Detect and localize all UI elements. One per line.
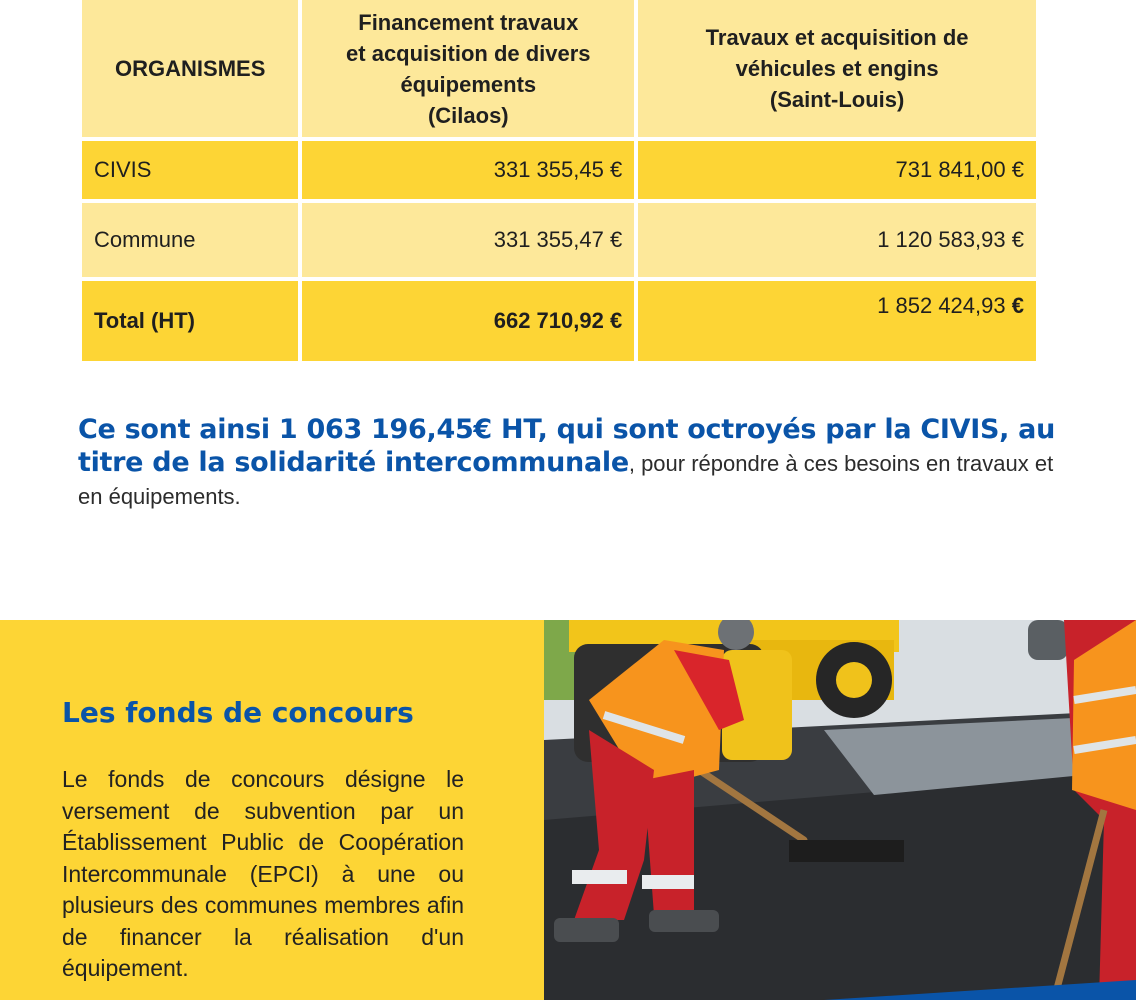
saint-louis-total-currency: € — [1011, 293, 1024, 318]
saint-louis-total-amount: 1 852 424,93 — [877, 293, 1006, 318]
header-saint-louis-line: véhicules et engins — [735, 56, 939, 81]
trouser-band-left — [572, 870, 627, 884]
header-cilaos-line: équipements — [400, 71, 537, 97]
row-label: Commune — [82, 203, 298, 277]
row-label: CIVIS — [82, 141, 298, 199]
road-works-illustration — [544, 620, 1136, 1000]
road-works-photo — [544, 620, 1136, 1000]
header-cilaos-line: (Cilaos) — [427, 102, 509, 128]
header-saint-louis-line: (Saint-Louis) — [769, 87, 905, 112]
cilaos-amount: 331 355,47 € — [302, 203, 634, 277]
shovel-blade — [789, 840, 904, 862]
header-saint-louis-line: Travaux et acquisition de — [705, 25, 969, 50]
fonds-title: Les fonds de concours — [62, 696, 414, 729]
table-header-row — [82, 0, 1036, 137]
header-cilaos — [302, 0, 634, 137]
summary-highlight: Ce sont ainsi 1 063 196,45€ HT, qui sont octroyés par la CIVIS, au titre de la solidarité intercommunale — [78, 414, 1055, 478]
fonds-panel — [0, 620, 544, 1000]
worker-boot-left — [554, 918, 619, 942]
funding-table — [78, 0, 1040, 365]
table-row — [82, 141, 1036, 199]
cilaos-amount: 331 355,45 € — [302, 141, 634, 199]
saint-louis-amount: 1 120 583,93 € — [638, 203, 1036, 277]
table-row — [82, 203, 1036, 277]
worker-boot-right — [649, 910, 719, 932]
background-pole — [1028, 620, 1068, 660]
header-cilaos-line: et acquisition de divers — [346, 40, 591, 66]
trouser-band-right — [642, 875, 694, 889]
header-organismes: ORGANISMES — [82, 0, 298, 137]
summary-rest: , pour répondre à ces besoins en travaux et en équipements. — [78, 451, 1054, 509]
saint-louis-amount: 731 841,00 € — [638, 141, 1036, 199]
summary-paragraph — [78, 413, 1058, 513]
roller-wheel-hub — [836, 662, 872, 698]
header-cilaos-line: Financement travaux — [358, 9, 579, 35]
saint-louis-total — [638, 281, 1036, 361]
total-label: Total (HT) — [82, 281, 298, 361]
table-total-row — [82, 281, 1036, 361]
cilaos-total: 662 710,92 € — [302, 281, 634, 361]
fonds-body: Le fonds de concours désigne le versement de subvention par un Établissement Public de Coopération Intercommunale (EPCI) à une ou plusieurs des communes membres afin de financer la réalisation d'un équipement. — [62, 766, 464, 981]
header-saint-louis — [638, 0, 1036, 137]
